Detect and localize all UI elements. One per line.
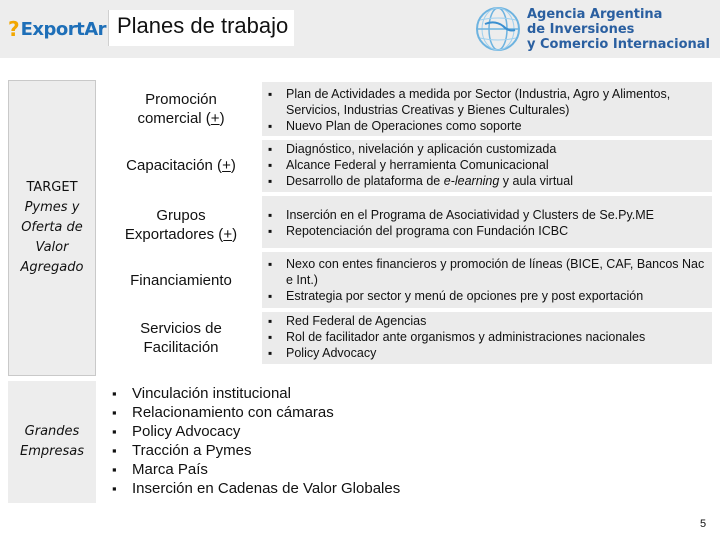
list-item: ▪ Vinculación institucional — [112, 384, 552, 403]
list-item: ▪ Nuevo Plan de Operaciones como soporte — [268, 118, 710, 134]
globe-logo-icon — [475, 6, 521, 52]
list-item: ▪ Rol de facilitador ante organismos y administraciones nacionales — [268, 329, 710, 345]
list-item: ▪ Relacionamiento con cámaras — [112, 403, 552, 422]
header-bar — [0, 0, 720, 58]
label-text: ) — [230, 157, 236, 174]
list-item: ▪ Inserción en Cadenas de Valor Globales — [112, 479, 552, 498]
servicios-bullets — [268, 313, 710, 361]
row-label-servicios-facilitacion — [104, 319, 258, 357]
agency-name-line1: Agencia Argentina — [527, 6, 663, 22]
label-text: Financiamiento — [130, 272, 232, 289]
promocion-bullets — [268, 86, 710, 134]
label-text: Facilitación — [143, 339, 219, 356]
list-item: ▪ Policy Advocacy — [268, 345, 710, 361]
grandes-empresas-cell — [8, 381, 96, 503]
page-title: Planes de trabajo — [108, 10, 294, 46]
list-item: ▪ Alcance Federal y herramienta Comunicacional — [268, 157, 710, 173]
promocion-more-link[interactable]: + — [210, 110, 220, 127]
list-item-emphasis: e-learning — [443, 174, 500, 188]
grupos-bullets — [268, 207, 710, 239]
label-text: ) — [219, 110, 225, 127]
target-label-line4: Valor — [35, 240, 69, 255]
list-item — [268, 173, 710, 189]
list-item: ▪ Nexo con entes financieros y promoción de líneas (BICE, CAF, Bancos Nac e Int.) — [268, 256, 710, 288]
label-text: Exportadores ( — [124, 226, 224, 243]
list-item: ▪ Policy Advocacy — [112, 422, 552, 441]
target-label-line5: Agregado — [20, 260, 84, 275]
label-text: Grupos — [156, 207, 206, 224]
target-label-line3: Oferta de — [21, 220, 83, 235]
financiamiento-bullets — [268, 256, 710, 304]
list-item: ▪ Repotenciación del programa con Fundación ICBC — [268, 223, 710, 239]
capacitacion-bullets — [268, 141, 710, 189]
list-item: ▪ Inserción en el Programa de Asociatividad y Clusters de Se.Py.ME — [268, 207, 710, 223]
row-label-promocion-comercial — [104, 90, 258, 128]
exportar-logo[interactable] — [8, 16, 106, 42]
grandes-label-line2: Empresas — [20, 444, 84, 459]
capacitacion-more-link[interactable]: + — [222, 157, 231, 174]
agency-logo[interactable] — [475, 3, 720, 55]
grupos-more-link[interactable]: + — [223, 226, 233, 243]
label-text: ) — [232, 226, 238, 243]
label-text: Promoción — [145, 91, 217, 108]
row-label-financiamiento — [104, 271, 258, 290]
list-item: ▪ Plan de Actividades a medida por Sector (Industria, Agro y Alimentos, Servicios, Industrias Creativas y Bienes Culturales) — [268, 86, 710, 118]
row-label-grupos-exportadores — [104, 206, 258, 244]
target-segment-label — [21, 178, 84, 278]
grandes-empresas-label — [20, 422, 84, 462]
list-item-text: Desarrollo de plataforma de — [286, 174, 444, 188]
target-segment-cell — [8, 80, 96, 376]
agency-name-line3: y Comercio Internacional — [527, 36, 711, 52]
row-label-capacitacion — [104, 156, 258, 175]
list-item-text: y aula virtual — [499, 174, 573, 188]
list-item: ▪ Estrategia por sector y menú de opciones pre y post exportación — [268, 288, 710, 304]
grandes-empresas-bullets — [112, 384, 552, 498]
target-label-line1: TARGET — [26, 180, 78, 195]
agency-name-line2: de Inversiones — [527, 21, 635, 37]
agency-name — [527, 7, 710, 52]
label-text: comercial ( — [137, 110, 211, 127]
label-text: Servicios de — [140, 320, 222, 337]
target-label-line2: Pymes y — [24, 200, 80, 215]
grandes-label-line1: Grandes — [24, 424, 80, 439]
page-number: 5 — [700, 518, 707, 530]
list-item: ▪ Tracción a Pymes — [112, 441, 552, 460]
list-item: ▪ Red Federal de Agencias — [268, 313, 710, 329]
list-item: ▪ Diagnóstico, nivelación y aplicación customizada — [268, 141, 710, 157]
exportar-logo-text: ExportAr — [20, 18, 107, 40]
label-text: Capacitación ( — [126, 157, 223, 174]
exportar-logo-mark: ? — [8, 17, 20, 41]
list-item: ▪ Marca País — [112, 460, 552, 479]
